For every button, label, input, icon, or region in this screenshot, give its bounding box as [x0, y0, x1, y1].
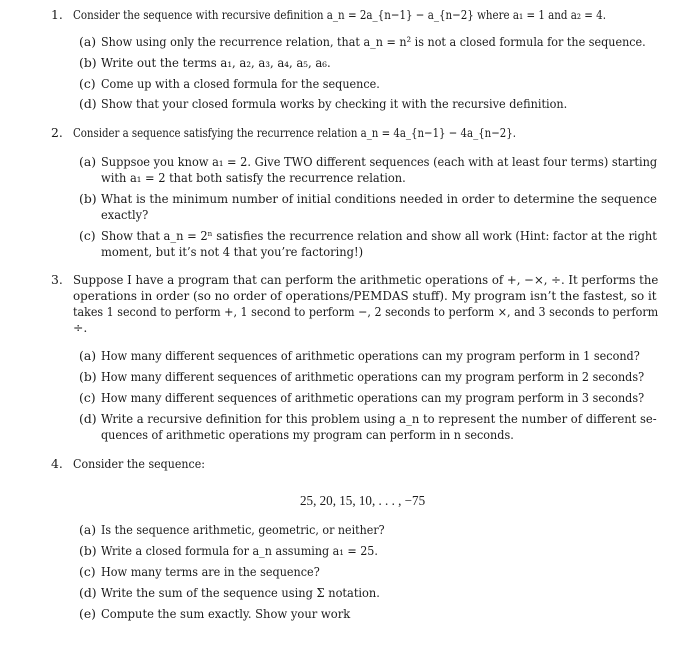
problem-3-number: 3. — [51, 272, 63, 287]
problem-1d-text: Show that your closed formula works by checking it with the recursive definition. — [101, 96, 568, 111]
problem-3-stem-line-2: operations in order (so no order of operations/PEMDAS stuff). My program isn’t the fastest, so it — [73, 288, 657, 303]
problem-4d-text: Write the sum of the sequence using Σ notation. — [101, 585, 380, 600]
problem-4c-text: How many terms are in the sequence? — [101, 564, 320, 579]
problem-2b-line-2: exactly? — [101, 207, 149, 222]
problem-1a-text: Show using only the recurrence relation, that a_n = n² is not a closed formula for the sequence. — [101, 34, 646, 49]
problem-4b-text: Write a closed formula for a_n assuming a₁ = 25. — [101, 543, 378, 558]
problem-2a-line-2: with a₁ = 2 that both satisfy the recurrence relation. — [101, 170, 406, 185]
problem-4a-label: (a) — [79, 522, 97, 537]
problem-1-number: 1. — [51, 7, 63, 22]
problem-4a-text: Is the sequence arithmetic, geometric, or neither? — [101, 522, 385, 537]
problem-2c-line-2: moment, but it’s not 4 that you’re factoring!) — [101, 244, 364, 259]
problem-3-stem-line-3: takes 1 second to perform +, 1 second to perform −, 2 seconds to perform ×, and 3 seconds to perform — [73, 304, 659, 319]
problem-1c-text: Come up with a closed formula for the sequence. — [101, 76, 380, 91]
problem-2a-line-1: Suppsoe you know a₁ = 2. Give TWO different sequences (each with at least four terms) starting — [101, 154, 658, 169]
problem-1d-label: (d) — [79, 96, 97, 111]
problem-1b-text: Write out the terms a₁, a₂, a₃, a₄, a₅, a₆. — [101, 55, 331, 70]
problem-3a-text: How many different sequences of arithmetic operations can my program perform in 1 second? — [101, 348, 640, 363]
problem-3a-label: (a) — [79, 348, 97, 363]
problem-3b-text: How many different sequences of arithmetic operations can my program perform in 2 seconds? — [101, 369, 645, 384]
problem-3c-label: (c) — [79, 390, 96, 405]
problem-3d-line-1: Write a recursive definition for this problem using a_n to represent the number of different se- — [101, 411, 657, 426]
problem-1b-label: (b) — [79, 55, 97, 70]
problem-3-stem-line-1: Suppose I have a program that can perform the arithmetic operations of +, −×, ÷. It performs the — [73, 272, 659, 287]
problem-4-number: 4. — [51, 456, 63, 471]
problem-4-stem: Consider the sequence: — [73, 456, 205, 471]
problem-4e-text: Compute the sum exactly. Show your work — [101, 606, 351, 621]
problem-4e-label: (e) — [79, 606, 97, 621]
problem-3b-label: (b) — [79, 369, 97, 384]
problem-3c-text: How many different sequences of arithmetic operations can my program perform in 3 seconds? — [101, 390, 645, 405]
problem-1-stem: Consider the sequence with recursive definition a_n = 2a_{n−1} − a_{n−2} where a₁ = 1 and a₂ = 4. — [73, 7, 606, 22]
problem-4-display-sequence: 25, 20, 15, 10, . . . , −75 — [300, 493, 426, 508]
problem-3d-line-2: quences of arithmetic operations my program can perform in n seconds. — [101, 427, 514, 442]
problem-3-stem-line-4: ÷. — [73, 320, 88, 335]
problem-2-number: 2. — [51, 125, 63, 140]
problem-2c-label: (c) — [79, 228, 96, 243]
problem-2-stem: Consider a sequence satisfying the recurrence relation a_n = 4a_{n−1} − 4a_{n−2}. — [73, 125, 516, 140]
problem-2c-line-1: Show that a_n = 2ⁿ satisfies the recurrence relation and show all work (Hint: factor at the right — [101, 228, 657, 243]
problem-2b-line-1: What is the minimum number of initial conditions needed in order to determine the sequence — [101, 191, 657, 206]
problem-4d-label: (d) — [79, 585, 97, 600]
problem-3d-label: (d) — [79, 411, 97, 426]
problem-2b-label: (b) — [79, 191, 97, 206]
problem-2a-label: (a) — [79, 154, 97, 169]
problem-1a-label: (a) — [79, 34, 97, 49]
problem-4b-label: (b) — [79, 543, 97, 558]
problem-4c-label: (c) — [79, 564, 96, 579]
problem-1c-label: (c) — [79, 76, 96, 91]
